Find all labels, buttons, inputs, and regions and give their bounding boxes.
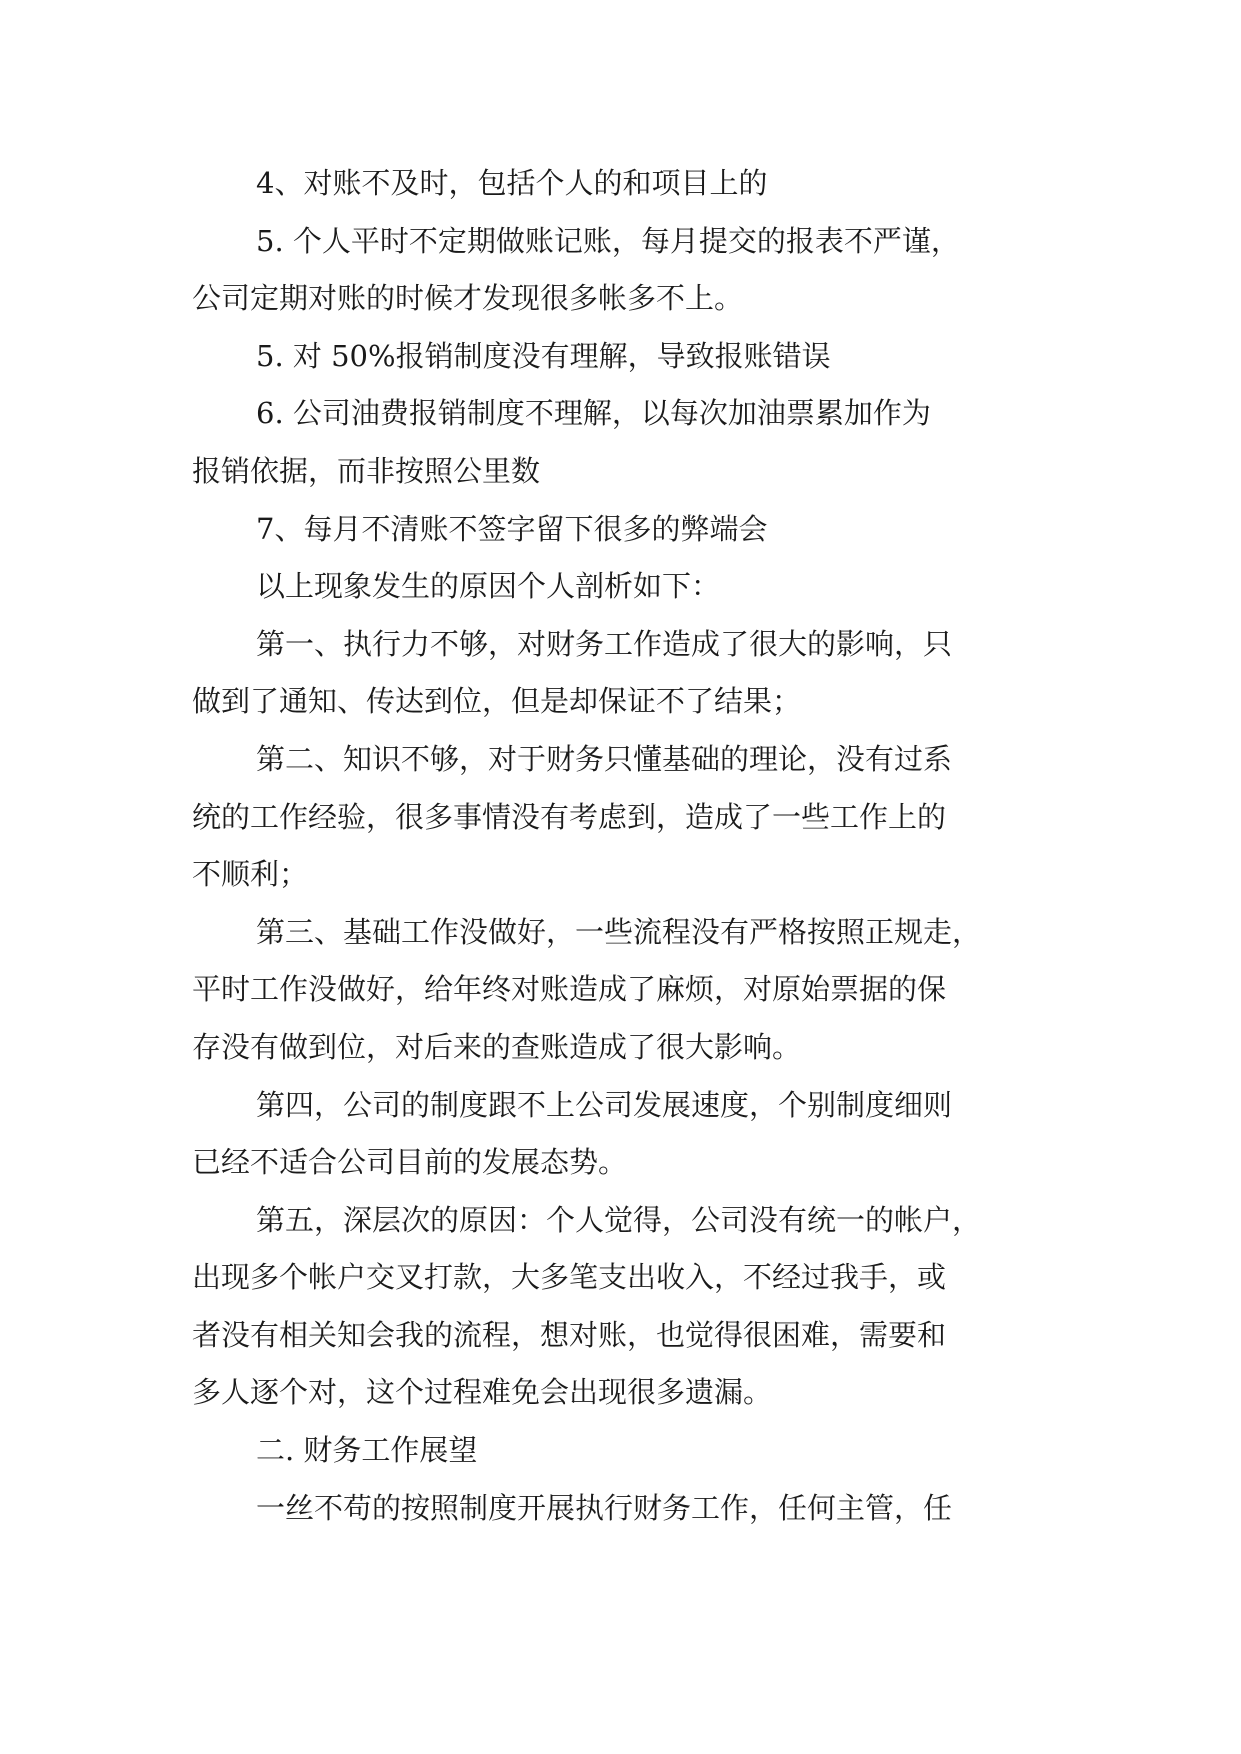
text-line: 第四，公司的制度跟不上公司发展速度，个别制度细则 — [256, 1087, 953, 1122]
text-line: 第三、基础工作没做好，一些流程没有严格按照正规走， — [256, 914, 982, 949]
text-line: 第五，深层次的原因：个人觉得，公司没有统一的帐户， — [256, 1202, 982, 1237]
section-heading: 二. 财务工作展望 — [256, 1433, 478, 1468]
text-line: 一丝不苟的按照制度开展执行财务工作，任何主管，任 — [256, 1490, 953, 1525]
text-line: 5. 个人平时不定期做账记账，每月提交的报表不严谨， — [256, 223, 960, 258]
text-line: 统的工作经验，很多事情没有考虑到，造成了一些工作上的 — [192, 799, 947, 834]
text-line: 6. 公司油费报销制度不理解，以每次加油票累加作为 — [256, 396, 931, 431]
text-line: 公司定期对账的时候才发现很多帐多不上。 — [192, 281, 744, 316]
text-line: 不顺利； — [192, 857, 309, 892]
text-line: 已经不适合公司目前的发展态势。 — [192, 1145, 628, 1180]
document-page — [192, 155, 1052, 1537]
text-line: 多人逐个对，这个过程难免会出现很多遗漏。 — [192, 1375, 773, 1410]
text-line: 做到了通知、传达到位，但是却保证不了结果； — [192, 684, 802, 719]
text-line: 5. 对 50%报销制度没有理解，导致报账错误 — [256, 338, 831, 373]
text-line: 存没有做到位，对后来的查账造成了很大影响。 — [192, 1029, 802, 1064]
text-line: 第一、执行力不够，对财务工作造成了很大的影响，只 — [256, 626, 953, 661]
text-line: 平时工作没做好，给年终对账造成了麻烦，对原始票据的保 — [192, 972, 947, 1007]
text-line: 第二、知识不够，对于财务只懂基础的理论，没有过系 — [256, 741, 953, 776]
text-line: 者没有相关知会我的流程，想对账，也觉得很困难，需要和 — [192, 1317, 947, 1352]
text-line: 4、对账不及时，包括个人的和项目上的 — [256, 166, 768, 200]
text-line: 以上现象发生的原因个人剖析如下： — [256, 569, 721, 604]
text-line: 出现多个帐户交叉打款，大多笔支出收入，不经过我手，或 — [192, 1260, 947, 1295]
text-line: 7、每月不清账不签字留下很多的弊端会 — [256, 511, 768, 546]
text-line: 报销依据，而非按照公里数 — [192, 453, 541, 488]
